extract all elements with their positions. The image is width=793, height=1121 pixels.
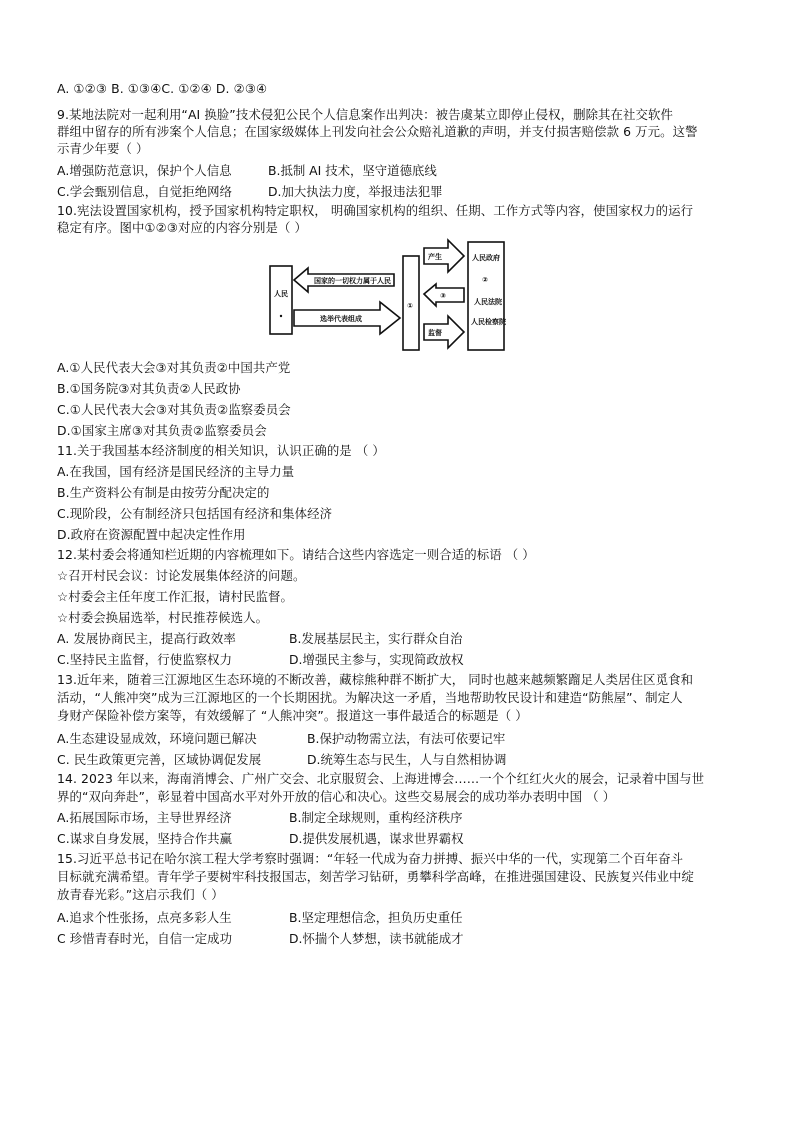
q12-option-b: B.发展基层民主，实行群众自治 [289,631,463,646]
court-label: 人民法院 [474,298,502,306]
produce-label: 产生 [428,253,442,261]
q9-option-b: B.抵制 AI 技术，坚守道德底线 [268,163,437,178]
q10-option-c: C.①人民代表大会③对其负责②监察委员会 [57,402,291,417]
q12-item-2: ☆村委会主任年度工作汇报，请村民监督。 [57,589,294,604]
supervise-label: 监督 [428,329,442,337]
q11-option-c: C.现阶段，公有制经济只包括国有经济和集体经济 [57,506,333,521]
q13-stem-line2: 活动，“人熊冲突”成为三江源地区的一个长期困扰。为解决这一矛盾，当地帮助牧民设计和建造“防熊屋”、制定人 [57,690,683,705]
q11-option-b: B.生产资料公有制是由按劳分配决定的 [57,485,270,500]
people-box [270,266,292,334]
q10-option-d: D.①国家主席③对其负责②监察委员会 [57,423,267,438]
q14-stem-line1: 14. 2023 年以来，海南消博会、广州广交会、北京服贸会、上海进博会……一个个红红火火的展会，记录着中国与世 [57,771,705,786]
q15-option-a: A.追求个性张扬，点亮多彩人生 [57,910,232,925]
q12-item-1: ☆召开村民会议：讨论发展集体经济的问题。 [57,568,306,583]
q9-stem-line1: 9.某地法院对一起利用“AI 换脸”技术侵犯公民个人信息案作出判决：被告虞某立即停止侵权，删除其在社交软件 [57,107,673,122]
q12-item-3: ☆村委会换届选举，村民推荐候选人。 [57,610,269,625]
q12-option-c: C.坚持民主监督，行使监察权力 [57,652,233,667]
procuratorate-label: 人民检察院 [471,318,506,326]
q14-stem-line2: 界的“双向奔赴”，彰显着中国高水平对外开放的信心和决心。这些交易展会的成功举办表明中国 （ ） [57,789,616,804]
q9-stem-line2: 群组中留存的所有涉案个人信息；在国家级媒体上刊发向社会公众赔礼道歉的声明，并支付损害赔偿款 6 万元。这警 [57,124,698,139]
gov-label: 人民政府 [472,254,500,262]
q10-option-b: B.①国务院③对其负责②人民政协 [57,381,241,396]
q13-option-c: C. 民生政策更完善，区域协调促发展 [57,752,262,767]
q13-stem-line1: 13.近年来，随着三江源地区生态环境的不断改善，藏棕熊种群不断扩大， 同时也越来越频繁蹓足人类居住区觅食和 [57,672,694,687]
q13-option-d: D.统筹生态与民生，人与自然相协调 [307,752,507,767]
q10-option-a: A.①人民代表大会③对其负责②中国共产党 [57,360,291,375]
q12-stem: 12.某村委会将通知栏近期的内容梳理如下。请结合这些内容选定一则合适的标语 （ ） [57,547,535,562]
q9-option-d: D.加大执法力度，举报违法犯罪 [268,184,443,199]
q15-stem-line1: 15.习近平总书记在哈尔滨工程大学考察时强调：“年轻一代成为奋力拼搏、振兴中华的一代，实现第二个百年奋斗 [57,851,684,866]
q10-stem-line2: 稳定有序。图中①②③对应的内容分别是（ ） [57,220,308,235]
q9-stem-line3: 示青少年要（ ） [57,141,149,156]
q12-option-a: A. 发展协商民主，提高行政效率 [57,631,236,646]
q11-option-a: A.在我国，国有经济是国民经济的主导力量 [57,464,295,479]
q11-stem: 11.关于我国基本经济制度的相关知识，认识正确的是 （ ） [57,443,385,458]
q15-option-d: D.怀揣个人梦想，读书就能成才 [289,931,464,946]
q8-options: A. ①②③ B. ①③④C. ①②④ D. ②③④ [57,81,268,96]
people-label: 人民 [274,290,288,298]
circle-2-label: ② [482,276,488,284]
q9-option-a: A.增强防范意识，保护个人信息 [57,163,232,178]
power-arrow-label: 国家的一切权力属于人民 [314,277,391,285]
q13-stem-line3: 身财产保险补偿方案等，有效缓解了 “人熊冲突”。报道这一事件最适合的标题是（ ） [57,708,528,723]
q12-option-d: D.增强民主参与，实现简政放权 [289,652,464,667]
elect-arrow-label: 选举代表组成 [320,315,362,323]
q9-option-c: C.学会甄别信息，自觉拒绝网络 [57,184,233,199]
q14-option-d: D.提供发展机遇，谋求世界霸权 [289,831,464,846]
q15-option-b: B.坚定理想信念，担负历史重任 [289,910,463,925]
q14-option-c: C.谋求自身发展，坚持合作共赢 [57,831,233,846]
q15-option-c: C 珍惜青春时光，自信一定成功 [57,931,233,946]
state-organs-diagram [268,236,508,356]
q13-option-a: A.生态建设显成效，环境问题已解决 [57,731,257,746]
q15-stem-line3: 放青春光彩。”这启示我们（ ） [57,887,224,902]
q14-option-b: B.制定全球规则，重构经济秩序 [289,810,463,825]
circle-3-label: ③ [440,292,446,300]
q14-option-a: A.拓展国际市场，主导世界经济 [57,810,232,825]
q15-stem-line2: 目标就充满希望。青年学子要树牢科技报国志，刻苦学习钻研，勇攀科学高峰，在推进强国建设、民族复兴伟业中绽 [57,869,695,884]
q10-stem-line1: 10.宪法设置国家机构，授予国家机构特定职权， 明确国家机构的组织、任期、工作方式等内容，使国家权力的运行 [57,203,694,218]
q11-option-d: D.政府在资源配置中起决定性作用 [57,527,246,542]
box-1-label: ① [407,302,413,310]
q13-option-b: B.保护动物需立法，有法可依要记牢 [307,731,506,746]
